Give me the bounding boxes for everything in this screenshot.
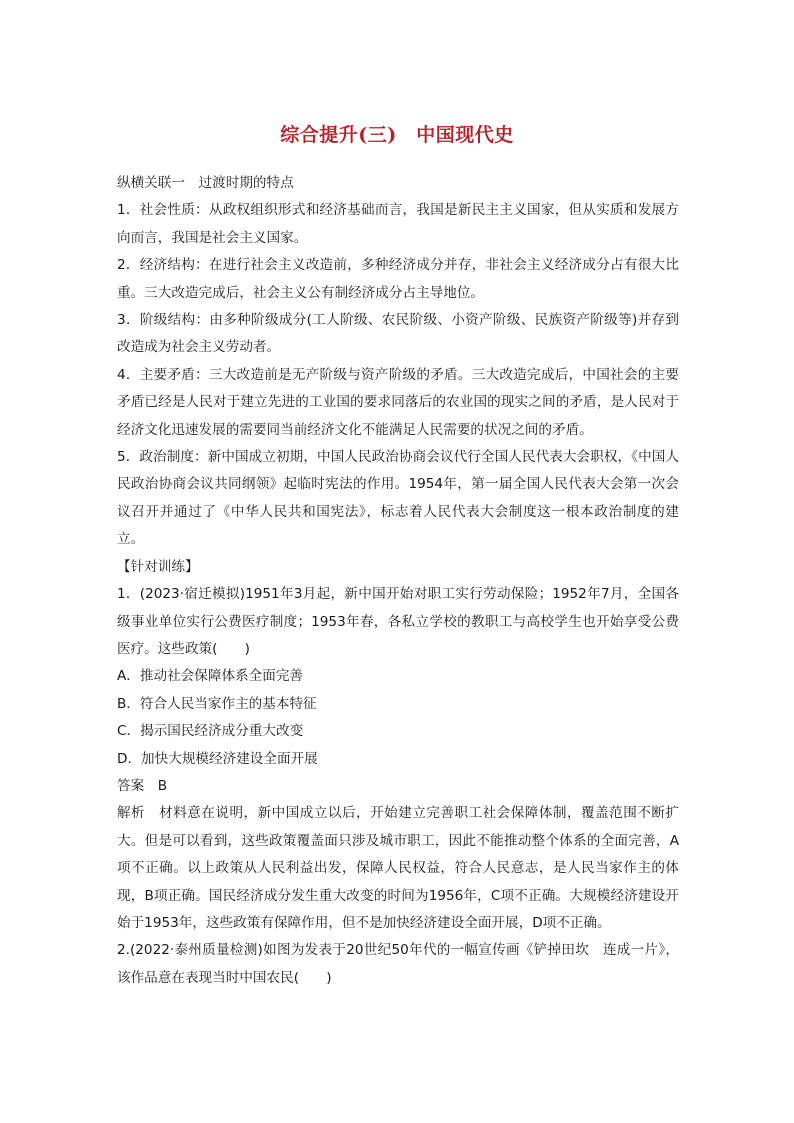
point-1: 1．社会性质：从政权组织形式和经济基础而言，我国是新民主主义国家，但从实质和发展方向而言，我国是社会主义国家。 — [117, 202, 679, 246]
page-title: 综合提升(三) 中国现代史 — [280, 124, 514, 146]
point-2: 2．经济结构：在进行社会主义改造前，多种经济成分并存，非社会主义经济成分占有很大比重。三大改造完成后，社会主义公有制经济成分占主导地位。 — [117, 257, 679, 301]
practice-heading: 【针对训练】 — [117, 558, 199, 575]
question-1-option-b: B．符合人民当家作主的基本特征 — [117, 695, 317, 712]
document-body — [117, 170, 679, 992]
question-2-stem: 2.(2022·泰州质量检测)如图为发表于20世纪50年代的一幅宣传画《铲掉田坎 连成一片》，该作品意在表现当时中国农民( ) — [117, 942, 679, 986]
question-1-stem: 1．(2023·宿迁模拟)1951年3月起，新中国开始对职工实行劳动保险；1952年7月，全国各级事业单位实行公费医疗制度；1953年春，各私立学校的教职工与高校学生也开始享受公费医疗。这些政策( ) — [117, 586, 679, 657]
question-1-answer: 答案 B — [117, 777, 168, 794]
question-1-option-c: C．揭示国民经济成分重大改变 — [117, 723, 304, 740]
point-5: 5．政治制度：新中国成立初期，中国人民政治协商会议代行全国人民代表大会职权，《中国人民政治协商会议共同纲领》起临时宪法的作用。1954年，第一届全国人民代表大会第一次会议召开并通过了《中华人民共和国宪法》，标志着人民代表大会制度这一根本政治制度的建立。 — [117, 449, 679, 548]
question-1-option-a: A．推动社会保障体系全面完善 — [117, 668, 304, 685]
question-1-analysis: 解析 材料意在说明，新中国成立以后，开始建立完善职工社会保障体制，覆盖范围不断扩大。但是可以看到，这些政策覆盖面只涉及城市职工，因此不能推动整个体系的全面完善，A项不正确。以上政策从人民利益出发，保障人民权益，符合人民意志，是人民当家作主的体现，B项正确。国民经济成分发生重大改变的时间为1956年，C项不正确。大规模经济建设开始于1953年，这些政策有保障作用，但不是加快经济建设全面开展，D项不正确。 — [117, 805, 679, 931]
section-heading: 纵横关联一 过渡时期的特点 — [117, 175, 294, 191]
question-1-option-d: D．加快大规模经济建设全面开展 — [117, 750, 318, 767]
point-3: 3．阶级结构：由多种阶级成分(工人阶级、农民阶级、小资产阶级、民族资产阶级等)并存到改造成为社会主义劳动者。 — [117, 312, 679, 356]
point-4: 4．主要矛盾：三大改造前是无产阶级与资产阶级的矛盾。三大改造完成后，中国社会的主要矛盾已经是人民对于建立先进的工业国的要求同落后的农业国的现实之间的矛盾，是人民对于经济文化迅速发展的需要同当前经济文化不能满足人民需要的状况之间的矛盾。 — [117, 366, 679, 438]
